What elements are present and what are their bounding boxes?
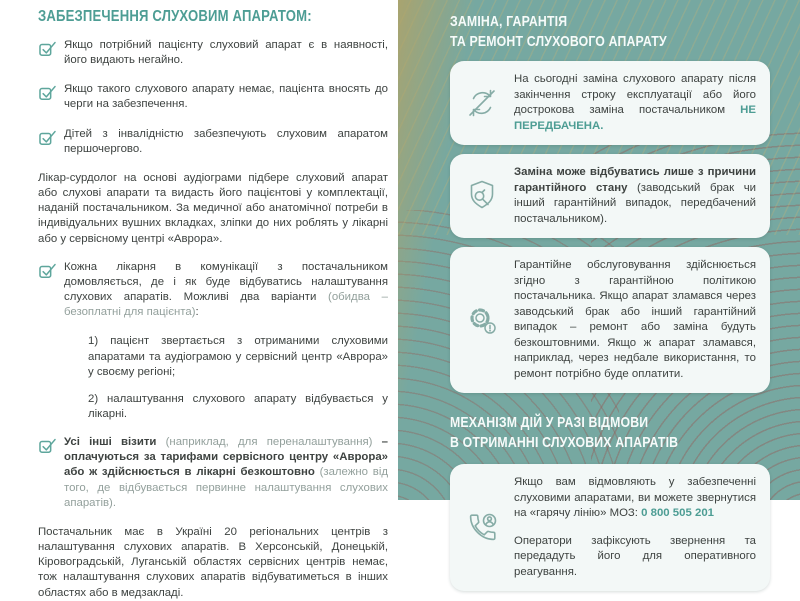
card-text [514, 475, 756, 580]
shield-wrench-icon [462, 176, 502, 216]
refusal-section-title [450, 413, 770, 452]
hotline-phone-number[interactable]: 0 800 505 201 [641, 507, 714, 519]
card-text [514, 165, 756, 227]
warranty-section-title [450, 12, 770, 51]
card3-text: Гарантійне обслуговування здійснюється згідно з гарантійною політикою постачальника. Якщо апарат зламався через заводський брак або інший гарантійний випадок – ремонт або заміна будуть безкоштовними. Якщо ж апарат зламався, наприклад, через недбале використання, то ремонт потрібно буде оплатити. [514, 259, 756, 380]
operators-paragraph: Оператори зафіксують звернення та передадуть його для оперативного реагування. [514, 534, 756, 578]
audiologist-paragraph: Лікар-сурдолог на основі аудіограми підбере слуховий апарат або слухові апарати та видасть його пацієнтові у комплектації, наданій постачальником. За медичної або анатомічної потреби в індивідуальних вушних вкладках, зліпки до них роблять у лікарні або у сервісному центрі «Аврора». [38, 171, 388, 245]
checkbox-check-icon [38, 261, 57, 321]
card2-bold: Заміна може відбуватись лише з причини гарантійного стану [514, 166, 756, 194]
checklist-item-text: Дітей з інвалідністю забезпечують слуховим апаратом першочергово. [64, 127, 388, 155]
gear-warning-icon [462, 300, 502, 340]
no-replacement-icon [462, 83, 502, 123]
checklist-item [38, 127, 388, 157]
checklist-item [38, 82, 388, 112]
checklist-item [38, 38, 388, 68]
warranty-title-line1: ЗАМІНА, ГАРАНТІЯ [450, 13, 568, 30]
card-hotline [450, 464, 770, 591]
item5-note1: (наприклад, для переналаштування) [165, 436, 382, 449]
card-no-replacement [450, 61, 770, 145]
item5-note2: (залежно від того, де відбувається первинне налаштування слухових апаратів). [64, 466, 389, 509]
card1-highlight: НЕ ПЕРЕДБАЧЕНА. [514, 104, 756, 132]
checkbox-check-icon [38, 83, 57, 112]
hotline-paragraph [514, 475, 756, 522]
checkbox-check-icon [38, 128, 57, 157]
card4-text: Якщо вам відмовляють у забезпеченні слуховими апаратами, ви можете звернутися на «гарячу лінію» МОЗ: [514, 476, 756, 519]
item5-bold1: Усі інші візити [64, 436, 166, 449]
option-item: 1) пацієнт звертається з отриманими слуховими апаратами та аудіограмою у сервісний центр «Аврора» у своєму регіоні; [88, 335, 388, 378]
left-section-title-text: ЗАБЕЗПЕЧЕННЯ СЛУХОВИМ АПАРАТОМ: [38, 8, 312, 25]
card1-text: На сьогодні заміна слухового апарату після закінчення строку експлуатації або його дострокова заміна постачальником [514, 73, 756, 116]
checkbox-check-icon [38, 39, 57, 68]
refusal-title-line1: МЕХАНІЗМ ДІЙ У РАЗІ ВІДМОВИ [450, 414, 649, 431]
item4-note: (обидва – безоплатні для пацієнта) [64, 291, 388, 319]
card-warranty-service [450, 247, 770, 393]
checklist-item-text: Якщо потрібний пацієнту слуховий апарат є в наявності, його видають негайно. [64, 39, 388, 67]
left-section-title [38, 8, 388, 26]
left-panel [0, 0, 398, 599]
regional-centers-paragraph: Постачальник має в Україні 20 регіональних центрів з налаштування слухових апаратів. В Херсонській, Донецькій, Кіровоградській, Луганській областях сервісних центрів немає, тож налаштування слухових апаратів відбуватиметься в інших областях або в медзакладі. [38, 525, 388, 599]
item5-bold2: – оплачуються за тарифами сервісного центру «Аврора» або ж здійснюється в лікарні безкоштовно [64, 436, 389, 479]
checklist-item-text: Якщо такого слухового апарату немає, пацієнта вносять до черги на забезпечення. [64, 83, 388, 111]
right-panel [398, 0, 800, 578]
checklist-item-text [64, 260, 388, 321]
phone-operator-icon [462, 508, 502, 548]
card-warranty-replacement [450, 154, 770, 238]
checklist-item-settings [38, 260, 388, 321]
warranty-title-line2: ТА РЕМОНТ СЛУХОВОГО АПАРАТУ [450, 32, 667, 50]
options-list [75, 334, 388, 422]
card-text [514, 72, 756, 134]
item4-main: Кожна лікарня в комунікації з постачальником домовляється, де і як буде відбуватись налаштування слухових апаратів. Можливі два варіанти [64, 260, 388, 304]
option-item: 2) налаштування слухового апарату відбувається у лікарні. [88, 392, 388, 420]
card2-gray: (заводський брак чи інший гарантійний випадок, передбачений постачальником). [514, 181, 756, 225]
refusal-title-line2: В ОТРИМАННІ СЛУХОВИХ АПАРАТІВ [450, 433, 679, 451]
item4-tail: : [195, 306, 199, 319]
